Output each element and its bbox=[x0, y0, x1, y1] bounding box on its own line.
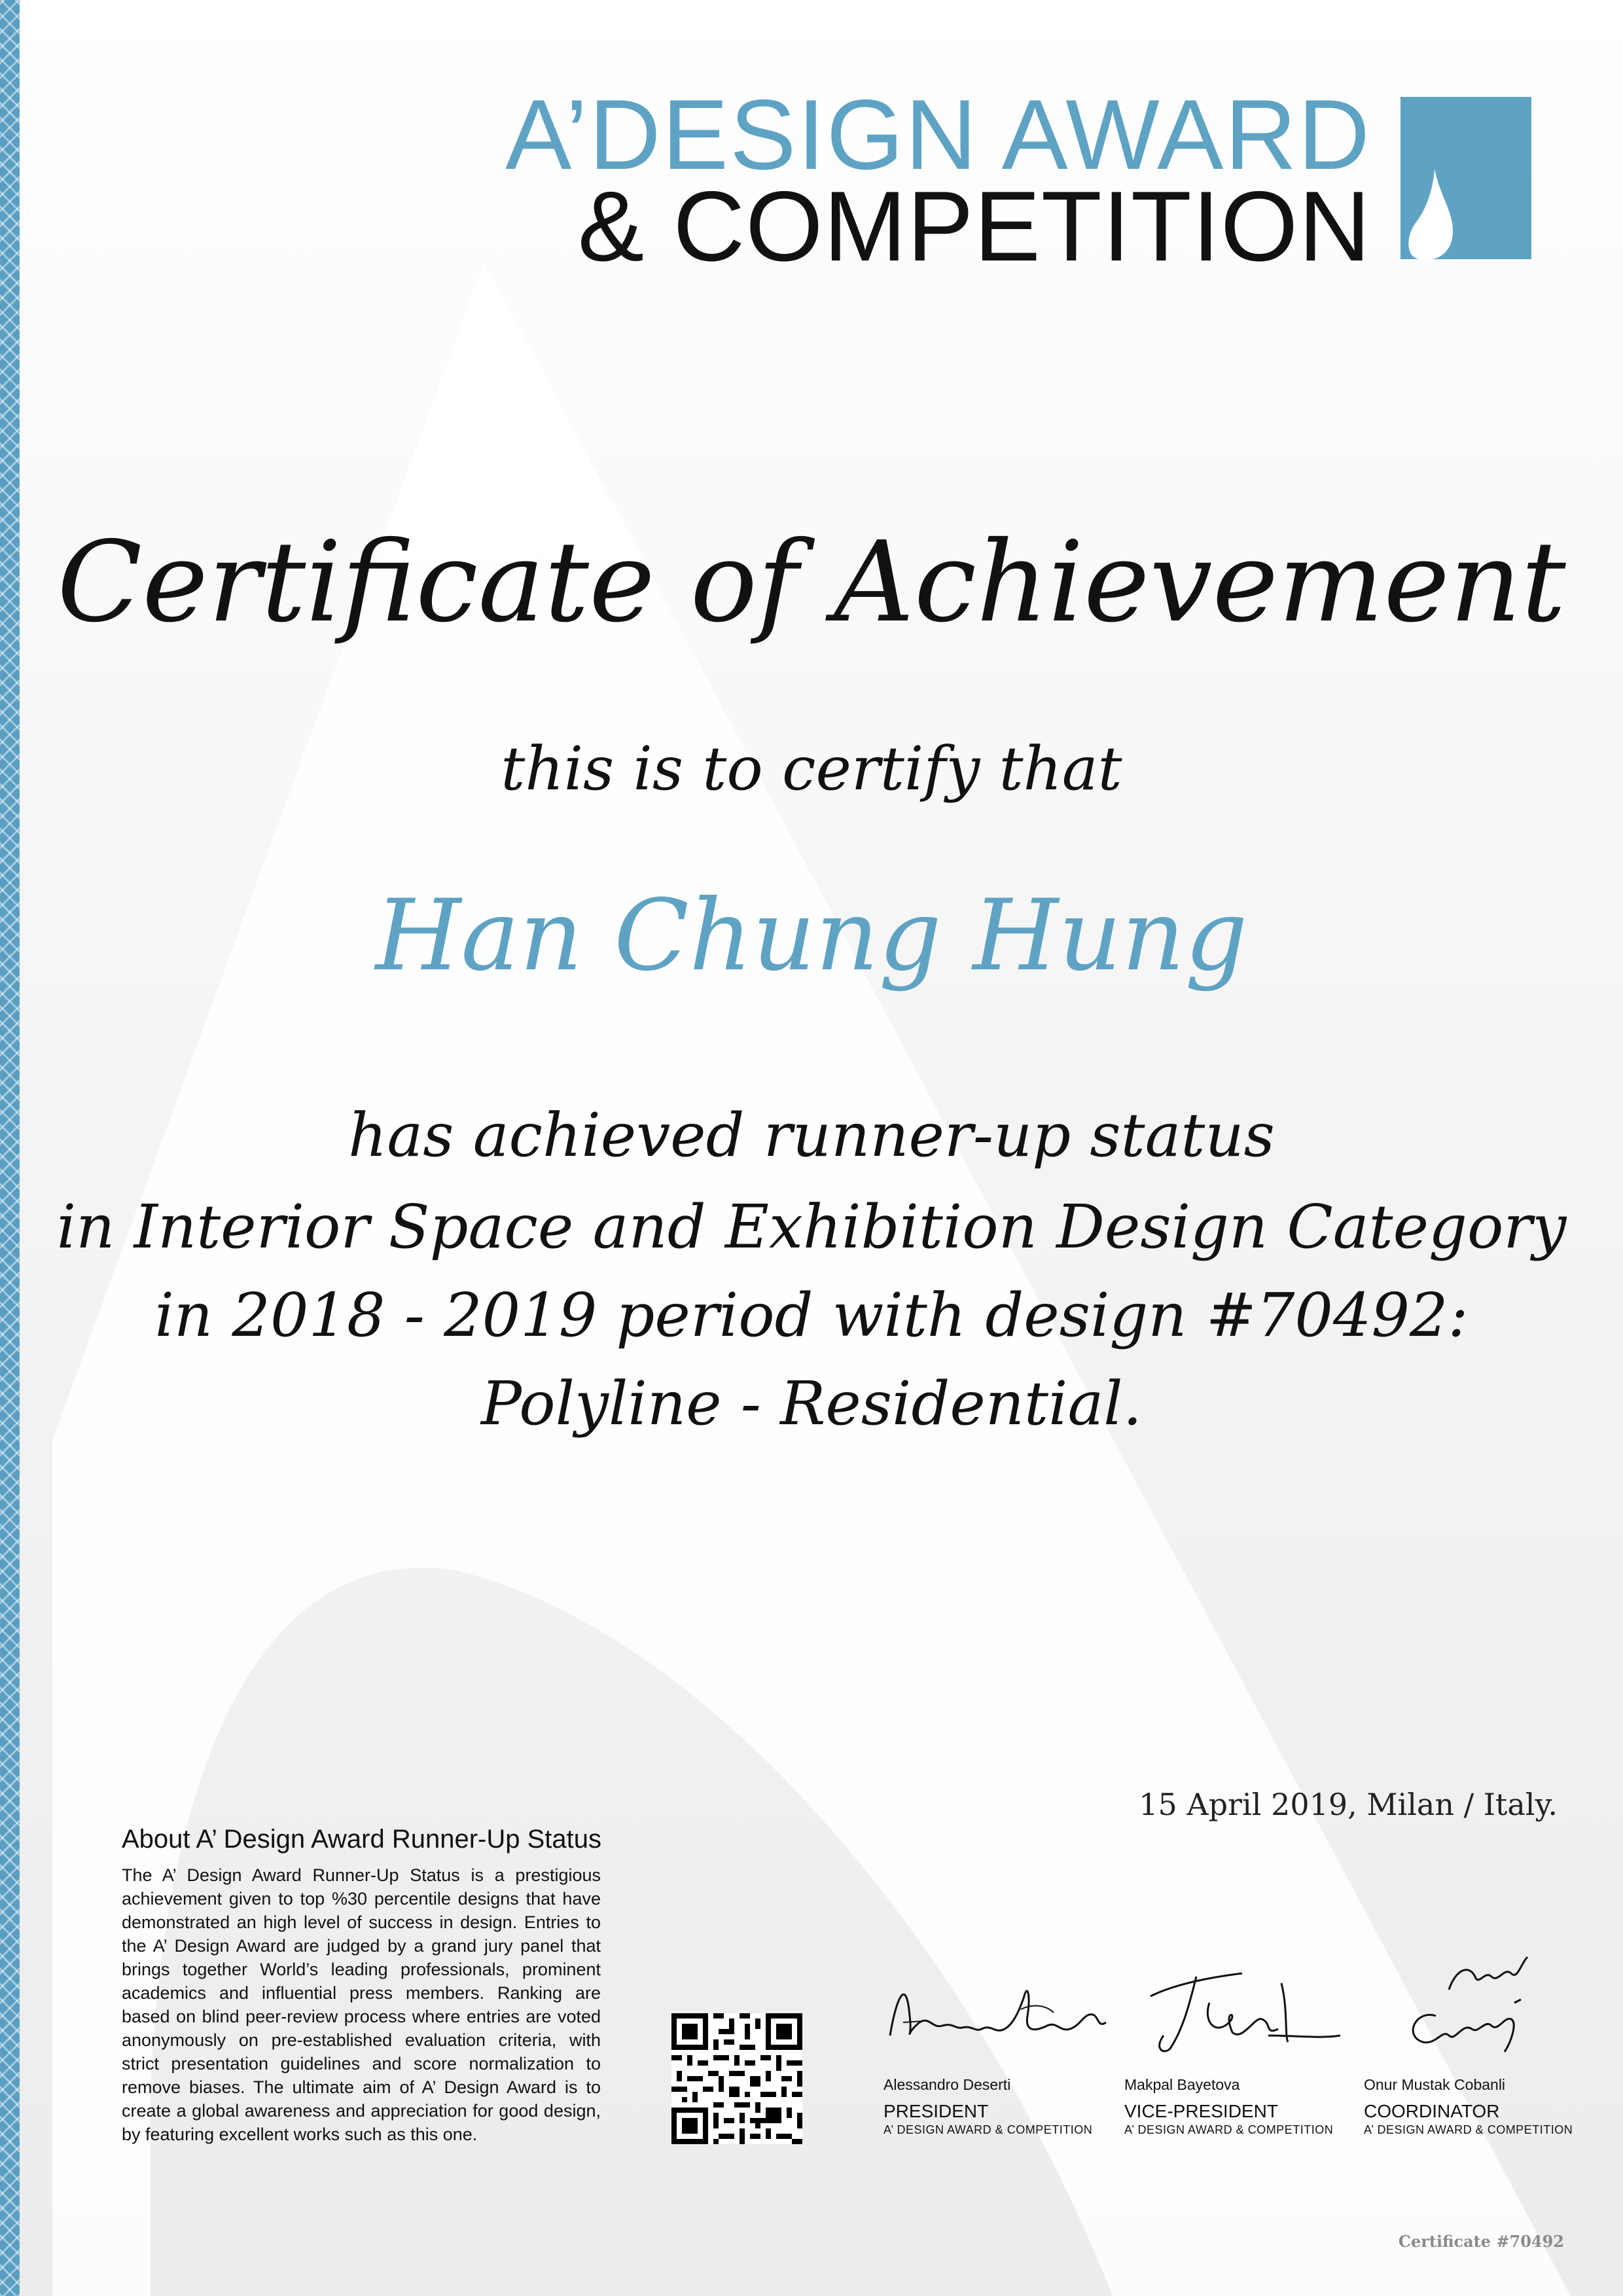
signatory-role: VICE-PRESIDENT bbox=[1124, 2101, 1278, 2121]
qr-code-icon bbox=[671, 2013, 802, 2144]
about-section bbox=[122, 1823, 601, 2146]
signature-icon bbox=[883, 1937, 1119, 2068]
signature-block-vice-president bbox=[1124, 1937, 1360, 2138]
signature-block-president bbox=[883, 1937, 1119, 2138]
achievement-line: has achieved runner-up status bbox=[348, 1100, 1275, 1170]
signatory-org: A’ DESIGN AWARD & COMPETITION bbox=[1124, 2123, 1334, 2136]
signature-icon bbox=[1124, 1937, 1360, 2068]
date-place: 15 April 2019, Milan / Italy. bbox=[1139, 1787, 1558, 1822]
about-title: About A’ Design Award Runner-Up Status bbox=[122, 1825, 602, 1854]
logo-title-line2: & COMPETITION bbox=[577, 171, 1371, 282]
design-name-line: Polyline - Residential. bbox=[481, 1369, 1142, 1439]
certificate-title: Certificate of Achievement bbox=[57, 518, 1566, 647]
signature-icon bbox=[1364, 1937, 1599, 2068]
logo-title-line1: A’DESIGN AWARD bbox=[505, 79, 1371, 190]
a-drop-logo-icon bbox=[1400, 97, 1531, 259]
signatory-role: COORDINATOR bbox=[1364, 2101, 1500, 2121]
signatory-org: A’ DESIGN AWARD & COMPETITION bbox=[883, 2123, 1093, 2136]
category-line: in Interior Space and Exhibition Design Category bbox=[56, 1192, 1567, 1262]
signatory-name: Onur Mustak Cobanli bbox=[1364, 2076, 1506, 2093]
certificate-number: Certificate #70492 bbox=[1398, 2232, 1564, 2251]
award-logo bbox=[484, 79, 1531, 282]
about-text: The A’ Design Award Runner-Up Status is a prestigious achievement given to top %30 percentile designs that have demonstrated an high level of success in design. Entries to the A’ Design Award are judged by a grand jury panel that brings together World’s leading professionals, prominent academics and influential press members. Ranking are based on blind peer-review process where entries are voted anonymously on pre-established evaluation criteria, with strict presentation guidelines and score normalization to remove biases. The ultimate aim of A’ Design Award is to create a global awareness and appreciation for good design, by featuring excellent works such as this one. bbox=[122, 1865, 601, 2144]
certify-text: this is to certify that bbox=[501, 734, 1122, 804]
signatory-name: Makpal Bayetova bbox=[1124, 2076, 1240, 2093]
period-line: in 2018 - 2019 period with design #70492: bbox=[154, 1280, 1469, 1350]
signatory-name: Alessandro Deserti bbox=[883, 2076, 1011, 2093]
signatory-org: A’ DESIGN AWARD & COMPETITION bbox=[1364, 2123, 1573, 2136]
signatory-role: PRESIDENT bbox=[883, 2101, 989, 2121]
signature-block-coordinator bbox=[1364, 1937, 1599, 2138]
recipient-name: Han Chung Hung bbox=[375, 879, 1248, 993]
